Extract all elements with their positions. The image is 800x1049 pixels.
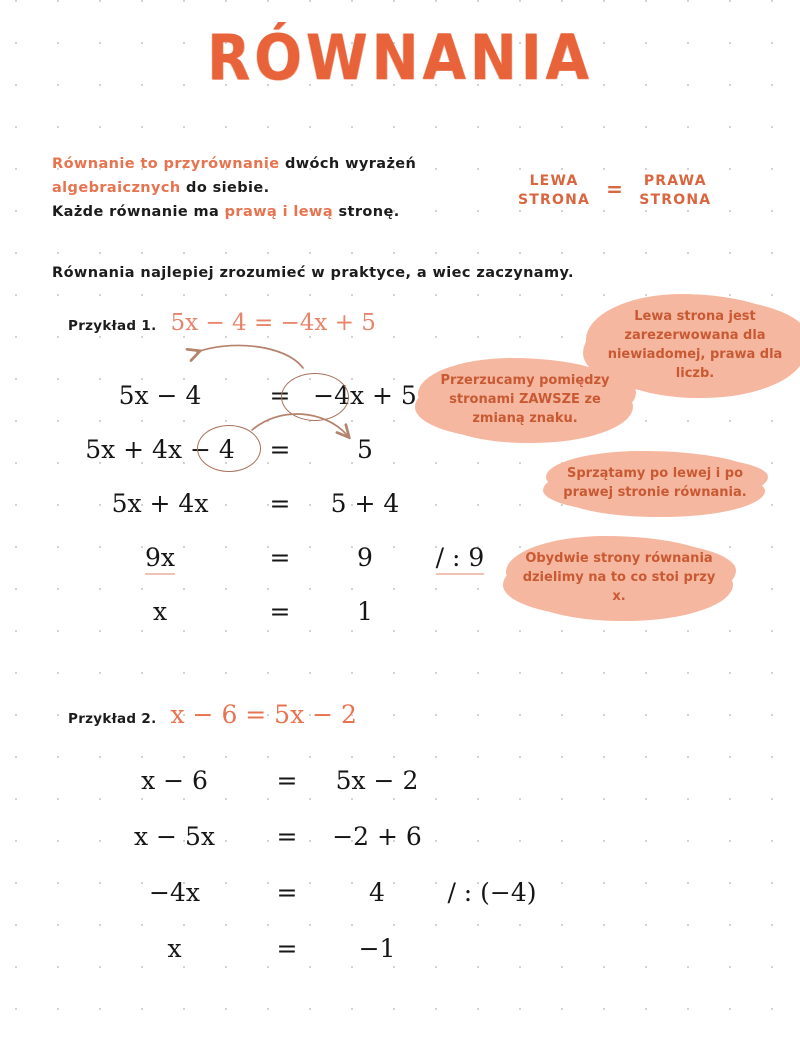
equation-lhs: −4x <box>149 877 200 907</box>
intro-line-3-black-a: Każde równanie ma <box>52 204 225 220</box>
equation-lhs: x <box>152 596 168 626</box>
sides-diagram <box>518 172 778 210</box>
intro-line-3 <box>52 200 482 224</box>
equation-row <box>70 530 490 584</box>
example-1-heading <box>68 310 376 336</box>
page-title: RÓWNANIA <box>207 22 593 95</box>
intro-line-1 <box>52 152 482 176</box>
equation-row <box>70 422 490 476</box>
equation-note: / : (−4) <box>447 877 537 907</box>
callout-bubble-divide-rule: Obydwie strony równania dzielimy na to co stoi przy x. <box>508 540 730 615</box>
equation-rhs: 5x − 2 <box>335 765 419 795</box>
example-1-label: Przykład 1. <box>68 318 157 334</box>
intro-line-1-black: dwóch wyrażeń <box>284 156 417 172</box>
equation-operator: = <box>269 380 291 410</box>
callout-bubble-tidy-rule: Sprzątamy po lewej i po prawej stronie równania. <box>548 455 762 511</box>
left-side-label <box>518 172 590 210</box>
equation-lhs: 5x + 4x − 4 <box>85 434 235 464</box>
intro-line-3-orange: prawą i lewą <box>224 204 334 220</box>
equation-lhs: x <box>167 933 182 963</box>
example-1-equation: 5x − 4 = −4x + 5 <box>170 310 376 336</box>
example-2-heading <box>68 700 357 729</box>
equation-rhs: −4x + 5 <box>313 380 417 410</box>
equation-row <box>70 584 490 638</box>
equation-lhs: x − 5x <box>134 821 215 851</box>
equation-operator: = <box>276 821 298 851</box>
equation-rhs: −2 + 6 <box>332 821 422 851</box>
equation-rhs: 1 <box>357 596 373 626</box>
left-side-line-1: LEWA <box>529 173 579 189</box>
equation-operator: = <box>269 542 291 572</box>
equation-lhs: 5x − 4 <box>118 380 202 410</box>
curved-arrow-right-to-left-icon <box>197 345 303 368</box>
equation-note <box>420 543 500 572</box>
example-2-label: Przykład 2. <box>68 711 157 727</box>
equation-rhs: 5 <box>357 434 373 464</box>
left-side-line-2: STRONA <box>518 192 591 208</box>
intro-line-1-orange: Równanie to przyrównanie <box>52 156 285 172</box>
intro-line-2-black: do siebie. <box>180 180 270 196</box>
callout-bubble-left-side-rule: Lewa strona jest zarezerwowana dla niewiadomej, prawa dla liczb. <box>588 298 800 392</box>
right-side-label <box>639 172 711 210</box>
intro-line-2 <box>52 176 482 200</box>
equation-lhs: x − 6 <box>141 765 208 795</box>
equals-sign-icon: = <box>606 177 624 201</box>
equation-rhs: −1 <box>358 933 396 963</box>
intro-paragraph <box>52 152 482 224</box>
equation-row <box>92 864 542 920</box>
equation-row <box>92 752 542 808</box>
equation-lhs: 5x + 4x <box>111 488 209 518</box>
equation-rhs: 4 <box>369 877 385 907</box>
equation-operator: = <box>276 933 298 963</box>
equation-operator: = <box>276 765 298 795</box>
equation-operator: = <box>269 596 291 626</box>
callout-bubble-sign-change-rule: Przerzucamy pomiędzy stronami ZAWSZE ze zmianą znaku. <box>420 362 630 437</box>
equation-row <box>70 476 490 530</box>
equation-row <box>92 808 542 864</box>
equation-row <box>92 920 542 976</box>
equation-operator: = <box>269 488 291 518</box>
equation-rhs: 9 <box>357 542 373 572</box>
example-2-equation: x − 6 = 5x − 2 <box>170 700 357 729</box>
leadin-sentence: Równania najlepiej zrozumieć w praktyce, a wiec zaczynamy. <box>52 265 574 281</box>
example-2-steps <box>92 752 542 976</box>
intro-line-3-black-b: stronę. <box>333 204 400 220</box>
equation-lhs <box>70 543 250 572</box>
equation-lhs-underlined: 9x <box>145 543 175 575</box>
equation-operator: = <box>276 877 298 907</box>
right-side-line-1: PRAWA <box>643 173 707 189</box>
equation-rhs: 5 + 4 <box>330 488 400 518</box>
equation-operator: = <box>269 434 291 464</box>
right-side-line-2: STRONA <box>639 192 712 208</box>
equation-note-underlined: / : 9 <box>436 543 485 575</box>
intro-line-2-orange: algebraicznych <box>52 180 181 196</box>
